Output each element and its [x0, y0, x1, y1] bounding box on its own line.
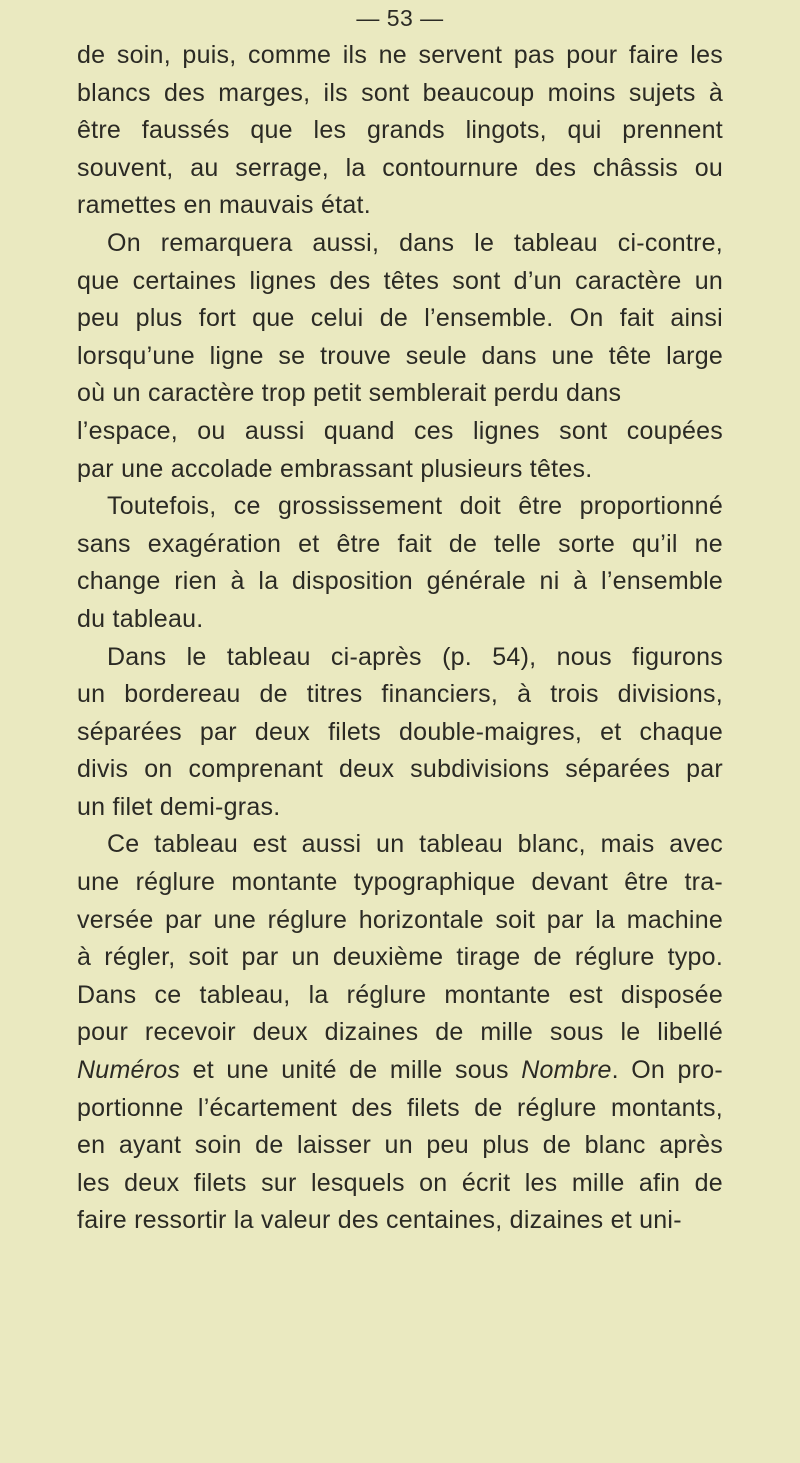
text-line-mixed	[77, 1052, 800, 1090]
text-line: par une accolade embrassant plusieurs têtes.	[77, 454, 593, 483]
text-line: versée par une réglure horizontale soit par la machine	[77, 905, 724, 934]
text-line: Dans ce tableau, la réglure montante est disposée	[77, 980, 723, 1009]
text-line: de soin, puis, comme ils ne servent pas pour faire les	[77, 41, 723, 69]
text-line: en ayant soin de laisser un peu plus de blanc après	[77, 1131, 723, 1160]
page-number: — 53 —	[356, 5, 444, 31]
paragraph-start-line: On remarquera aussi, dans le tableau ci-contre,	[107, 228, 724, 257]
text-line: souvent, au serrage, la contournure des châssis ou	[77, 153, 724, 182]
text-line: divis on comprenant deux subdivisions séparées par	[77, 755, 724, 784]
text-line: ramettes en mauvais état.	[77, 191, 371, 220]
italic-term-numeros: Numéros	[77, 1056, 181, 1085]
text-line: sans exagération et être fait de telle sorte qu’il ne	[77, 529, 723, 558]
text-line: peu plus fort que celui de l’ensemble. On fait ainsi	[77, 304, 723, 333]
text-line: pour recevoir deux dizaines de mille sous le libellé	[77, 1018, 723, 1047]
text-line: que certaines lignes des têtes sont d’un caractère un	[77, 266, 724, 295]
text-line: faire ressortir la valeur des centaines, dizaines et uni-	[77, 1206, 682, 1235]
paragraph-start-line: Ce tableau est aussi un tableau blanc, mais avec	[107, 830, 724, 859]
paragraph-start-line: Dans le tableau ci-après (p. 54), nous figurons	[107, 642, 724, 671]
text-line: séparées par deux filets double-maigres, et chaque	[77, 717, 723, 746]
text-line: un filet demi-gras.	[77, 792, 281, 821]
text-line: blancs des marges, ils sont beaucoup moins sujets à	[77, 78, 724, 107]
text-line: du tableau.	[77, 604, 204, 633]
italic-term-nombre: Nombre	[521, 1056, 612, 1085]
text-segment: . On pro-	[611, 1056, 723, 1085]
text-line: change rien à la disposition générale ni à l’ensemble	[77, 567, 724, 596]
text-line: l’espace, ou aussi quand ces lignes sont coupées	[77, 416, 724, 445]
text-line: être faussés que les grands lingots, qui prennent	[77, 116, 723, 145]
paragraph-start-line: Toutefois, ce grossissement doit être proportionné	[107, 492, 723, 521]
text-line: où un caractère trop petit semblerait perdu dans	[77, 379, 622, 408]
text-line: les deux filets sur lesquels on écrit les mille afin de	[77, 1168, 723, 1197]
text-line: un bordereau de titres financiers, à trois divisions,	[77, 680, 723, 709]
text-line: à régler, soit par un deuxième tirage de réglure typo.	[77, 943, 724, 972]
text-line: lorsqu’une ligne se trouve seule dans une tête large	[77, 341, 724, 370]
text-segment: et une unité de mille sous	[180, 1056, 522, 1085]
text-line: une réglure montante typographique devant être tra-	[77, 868, 723, 897]
text-line: portionne l’écartement des filets de réglure montants,	[77, 1093, 723, 1122]
body-text	[77, 37, 800, 1240]
